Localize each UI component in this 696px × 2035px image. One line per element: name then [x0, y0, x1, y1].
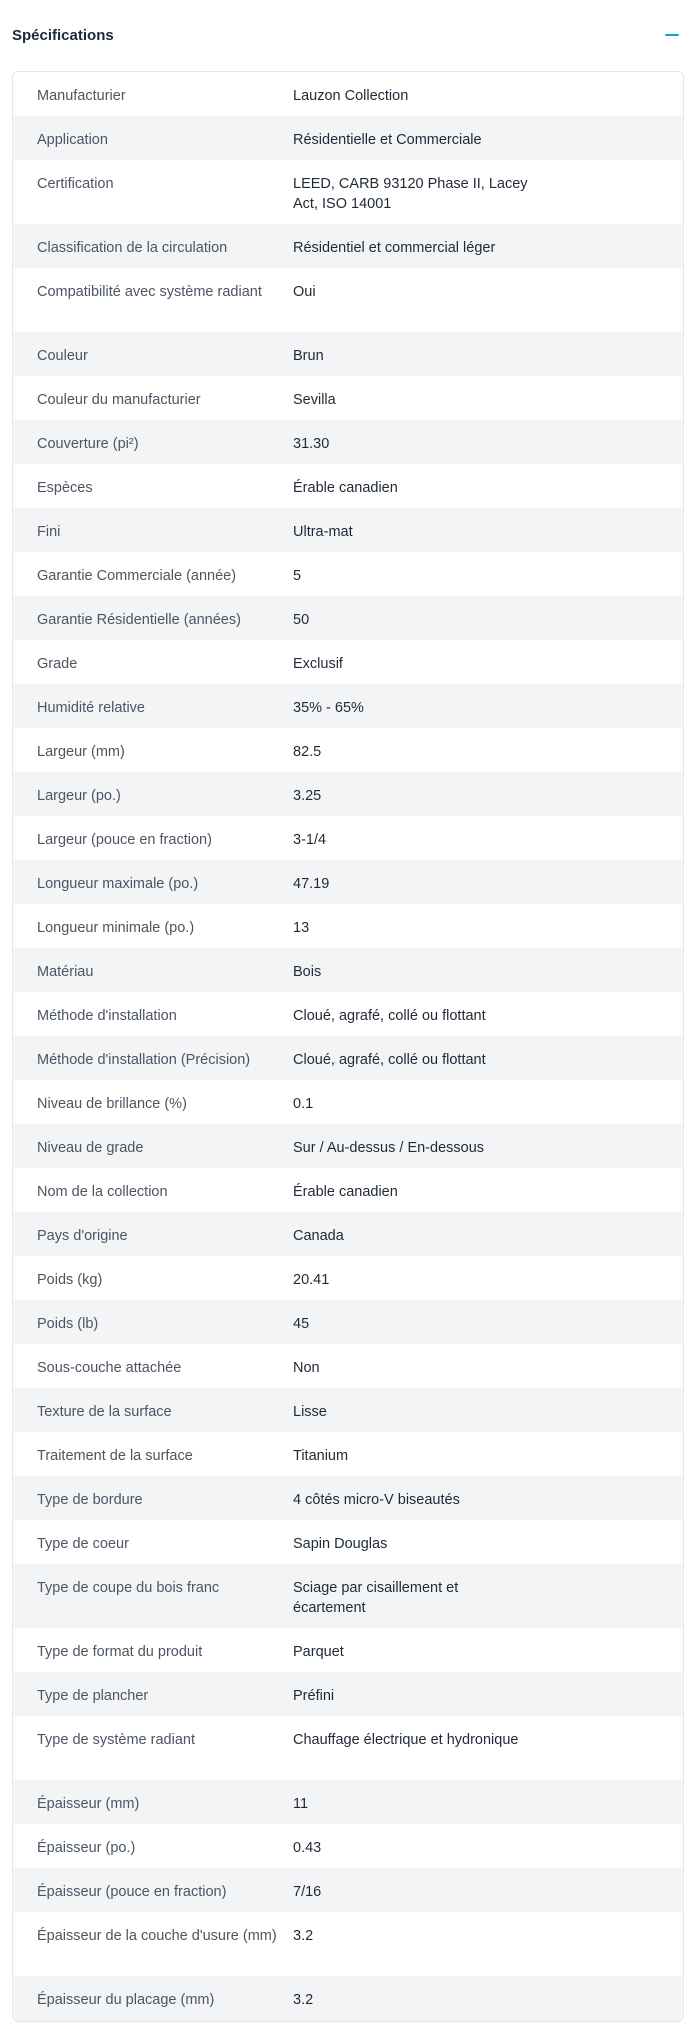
spec-value: 47.19 — [293, 876, 330, 892]
spec-label: Poids (lb) — [37, 1316, 99, 1332]
spec-label: Grade — [37, 656, 78, 672]
spec-value: Bois — [293, 964, 322, 980]
spec-label: Épaisseur du placage (mm) — [37, 1992, 215, 2008]
table-row — [13, 72, 683, 116]
table-row — [13, 1912, 683, 1976]
spec-value: 3.2 — [293, 1928, 314, 1944]
spec-value: 20.41 — [293, 1272, 330, 1288]
section-title: Spécifications — [12, 26, 114, 44]
spec-label: Type de coeur — [37, 1536, 129, 1552]
table-row — [13, 860, 683, 904]
spec-value: 7/16 — [293, 1884, 322, 1900]
spec-label: Largeur (pouce en fraction) — [37, 832, 212, 848]
table-row — [13, 1124, 683, 1168]
spec-label: Méthode d'installation (Précision) — [37, 1052, 251, 1068]
spec-value: Sciage par cisaillement et écartement — [293, 1580, 459, 1616]
spec-value: Cloué, agrafé, collé ou flottant — [293, 1008, 486, 1024]
spec-value: Oui — [293, 284, 316, 300]
spec-label: Méthode d'installation — [37, 1008, 177, 1024]
table-row — [13, 1168, 683, 1212]
table-row — [13, 1868, 683, 1912]
spec-label: Type de format du produit — [37, 1644, 203, 1660]
table-row — [13, 1256, 683, 1300]
spec-value: 13 — [293, 920, 310, 936]
table-row — [13, 332, 683, 376]
spec-label: Humidité relative — [37, 700, 145, 716]
spec-value: 50 — [293, 612, 310, 628]
spec-label: Matériau — [37, 964, 94, 980]
spec-label: Application — [37, 132, 108, 148]
table-row — [13, 1672, 683, 1716]
spec-value: 3.2 — [293, 1992, 314, 2008]
table-row — [13, 1388, 683, 1432]
spec-value: Préfini — [293, 1688, 335, 1704]
table-row — [13, 464, 683, 508]
spec-label: Manufacturier — [37, 88, 126, 104]
spec-value: Titanium — [293, 1448, 349, 1464]
spec-label: Niveau de brillance (%) — [37, 1096, 187, 1112]
table-row — [13, 268, 683, 332]
table-row — [13, 1824, 683, 1868]
spec-value: 45 — [293, 1316, 310, 1332]
table-row — [13, 904, 683, 948]
spec-label: Poids (kg) — [37, 1272, 103, 1288]
spec-label: Largeur (mm) — [37, 744, 125, 760]
spec-value: Sevilla — [293, 392, 336, 408]
spec-label: Classification de la circulation — [37, 240, 228, 256]
collapse-button[interactable] — [660, 23, 684, 47]
spec-value: Canada — [293, 1228, 344, 1244]
table-row — [13, 420, 683, 464]
spec-value: 35% - 65% — [293, 700, 364, 716]
table-row — [13, 1976, 683, 2021]
spec-value: 3.25 — [293, 788, 322, 804]
spec-value: Non — [293, 1360, 320, 1376]
spec-value: Érable canadien — [293, 1184, 398, 1200]
table-row — [13, 224, 683, 268]
spec-value: 3-1/4 — [293, 832, 327, 848]
spec-label: Traitement de la surface — [37, 1448, 193, 1464]
specifications-table — [12, 71, 684, 2022]
table-row — [13, 116, 683, 160]
spec-label: Espèces — [37, 480, 93, 496]
spec-label: Texture de la surface — [37, 1404, 172, 1420]
spec-value: Érable canadien — [293, 480, 398, 496]
table-row — [13, 1300, 683, 1344]
specifications-header[interactable] — [0, 0, 696, 70]
spec-label: Pays d'origine — [37, 1228, 128, 1244]
table-row — [13, 816, 683, 860]
table-row — [13, 376, 683, 420]
table-row — [13, 160, 683, 224]
spec-value: Lauzon Collection — [293, 88, 409, 104]
table-row — [13, 552, 683, 596]
table-row — [13, 1080, 683, 1124]
spec-label: Couverture (pi²) — [37, 436, 139, 452]
spec-value: Parquet — [293, 1644, 344, 1660]
spec-label: Épaisseur (pouce en fraction) — [37, 1884, 227, 1900]
spec-value: Résidentielle et Commerciale — [293, 132, 482, 148]
spec-value: 4 côtés micro-V biseautés — [293, 1492, 460, 1508]
spec-label: Largeur (po.) — [37, 788, 121, 804]
table-row — [13, 948, 683, 992]
spec-label: Fini — [37, 524, 61, 540]
table-row — [13, 640, 683, 684]
spec-label: Garantie Commerciale (année) — [37, 568, 237, 584]
spec-label: Niveau de grade — [37, 1140, 144, 1156]
spec-label: Épaisseur de la couche d'usure (mm) — [37, 1928, 277, 1944]
table-row — [13, 728, 683, 772]
table-row — [13, 1520, 683, 1564]
spec-value: Brun — [293, 348, 324, 364]
spec-value: 31.30 — [293, 436, 330, 452]
spec-value: 82.5 — [293, 744, 322, 760]
spec-label: Longueur maximale (po.) — [37, 876, 199, 892]
minus-icon — [665, 34, 679, 36]
spec-value: Ultra-mat — [293, 524, 353, 540]
spec-value: Résidentiel et commercial léger — [293, 240, 496, 256]
table-row — [13, 1780, 683, 1824]
table-row — [13, 1628, 683, 1672]
spec-value: 11 — [293, 1796, 309, 1812]
spec-label: Sous-couche attachée — [37, 1360, 182, 1376]
spec-label: Certification — [37, 176, 114, 192]
table-row — [13, 1716, 683, 1780]
spec-value: Lisse — [293, 1404, 327, 1420]
table-row — [13, 508, 683, 552]
spec-label: Garantie Résidentielle (années) — [37, 612, 241, 628]
spec-label: Type de plancher — [37, 1688, 149, 1704]
spec-value: Sur / Au-dessus / En-dessous — [293, 1140, 485, 1156]
spec-label: Épaisseur (mm) — [37, 1796, 140, 1812]
spec-label: Type de système radiant — [37, 1732, 195, 1748]
spec-label: Couleur du manufacturier — [37, 392, 201, 408]
spec-label: Type de coupe du bois franc — [37, 1580, 220, 1596]
table-row — [13, 596, 683, 640]
table-row — [13, 1344, 683, 1388]
table-row — [13, 772, 683, 816]
table-row — [13, 1432, 683, 1476]
spec-value: Exclusif — [293, 656, 343, 672]
spec-value: Cloué, agrafé, collé ou flottant — [293, 1052, 486, 1068]
table-row — [13, 684, 683, 728]
spec-label: Compatibilité avec système radiant — [37, 284, 262, 300]
table-row — [13, 992, 683, 1036]
spec-value: Sapin Douglas — [293, 1536, 388, 1552]
spec-label: Longueur minimale (po.) — [37, 920, 195, 936]
spec-value: 0.43 — [293, 1840, 322, 1856]
table-row — [13, 1476, 683, 1520]
spec-value: 5 — [293, 568, 302, 584]
table-row — [13, 1212, 683, 1256]
spec-label: Type de bordure — [37, 1492, 143, 1508]
spec-value: LEED, CARB 93120 Phase II, Lacey Act, ISO 14001 — [293, 176, 528, 212]
spec-value: 0.1 — [293, 1096, 314, 1112]
spec-label: Nom de la collection — [37, 1184, 168, 1200]
table-row — [13, 1036, 683, 1080]
spec-label: Épaisseur (po.) — [37, 1840, 136, 1856]
spec-label: Couleur — [37, 348, 88, 364]
table-row — [13, 1564, 683, 1628]
spec-value: Chauffage électrique et hydronique — [293, 1732, 519, 1748]
